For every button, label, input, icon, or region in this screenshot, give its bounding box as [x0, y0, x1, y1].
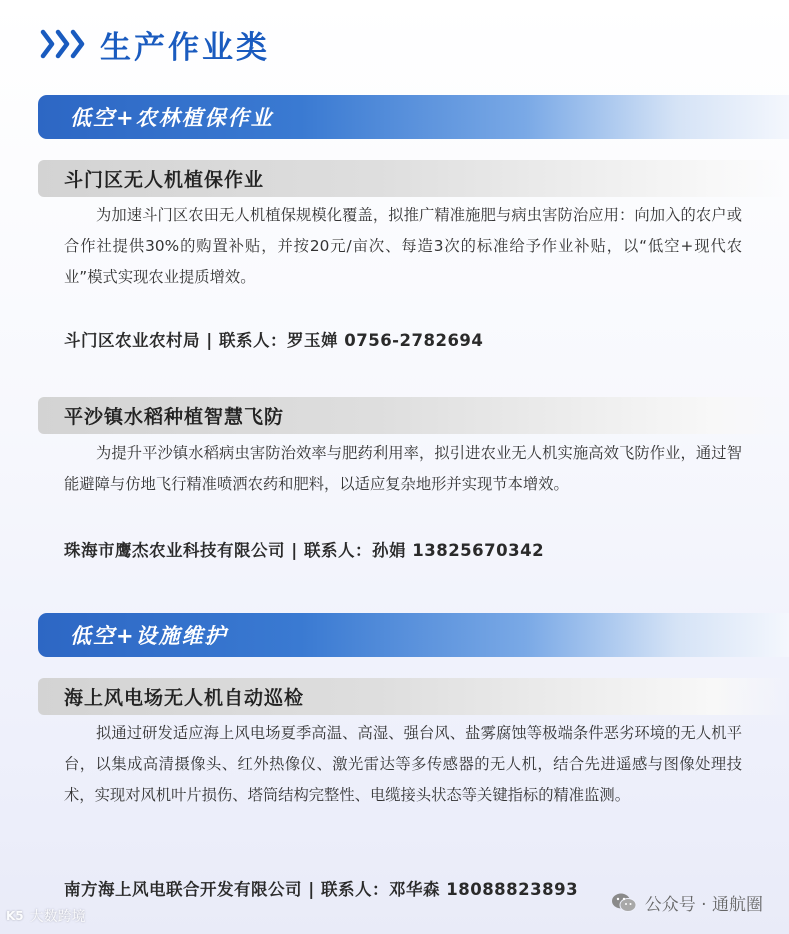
- section-banner-label: 低空+农林植保作业: [70, 106, 274, 130]
- item-title: 平沙镇水稻种植智慧飞防: [64, 406, 285, 428]
- item-contact: 南方海上风电联合开发有限公司 | 联系人：邓华森 18088823893: [64, 880, 579, 899]
- section-banner-agriculture: [38, 95, 789, 139]
- item-header-offshore-wind: [38, 678, 789, 715]
- item-description: 拟通过研发适应海上风电场夏季高温、高湿、强台风、盐雾腐蚀等极端条件恶劣环境的无人机平台，以集成高清摄像头、红外热像仪、激光雷达等多传感器的无人机，结合先进遥感与图像处理技术，实现对风机叶片损伤、塔筒结构完整性、电缆接头状态等关键指标的精准监测。: [64, 724, 742, 804]
- item-contact: 珠海市鹰杰农业科技有限公司 | 联系人：孙娟 13825670342: [64, 541, 545, 560]
- item-header-pingsha: [38, 397, 789, 434]
- watermark-right-text: 公众号 · 通航圈: [644, 895, 763, 915]
- watermark-right: [611, 890, 763, 915]
- wechat-icon: [611, 892, 637, 914]
- item-contact: 斗门区农业农村局 | 联系人：罗玉婵 0756-2782694: [64, 331, 484, 350]
- brand-logo: K5: [6, 909, 24, 923]
- watermark-left-text: 大数跨境: [29, 909, 86, 925]
- page-title-text: 生产作业类: [100, 29, 270, 66]
- item-description: 为加速斗门区农田无人机植保规模化覆盖，拟推广精准施肥与病虫害防治应用：向加入的农户或合作社提供30%的购置补贴，并按20元/亩次、每造3次的标准给予作业补贴，以“低空+现代农业”模式实现农业提质增效。: [64, 206, 742, 286]
- item-header-doumen: [38, 160, 789, 197]
- section-banner-facility: [38, 613, 789, 657]
- section-banner-label: 低空+设施维护: [70, 624, 228, 648]
- item-title: 海上风电场无人机自动巡检: [64, 687, 305, 709]
- watermark-left: [6, 906, 86, 926]
- item-title: 斗门区无人机植保作业: [64, 169, 265, 191]
- item-description: 为提升平沙镇水稻病虫害防治效率与肥药利用率，拟引进农业无人机实施高效飞防作业，通过智能避障与仿地飞行精准喷洒农药和肥料，以适应复杂地形并实现节本增效。: [64, 444, 742, 493]
- page-title: [40, 22, 270, 66]
- chevron-right-icon: [40, 29, 88, 59]
